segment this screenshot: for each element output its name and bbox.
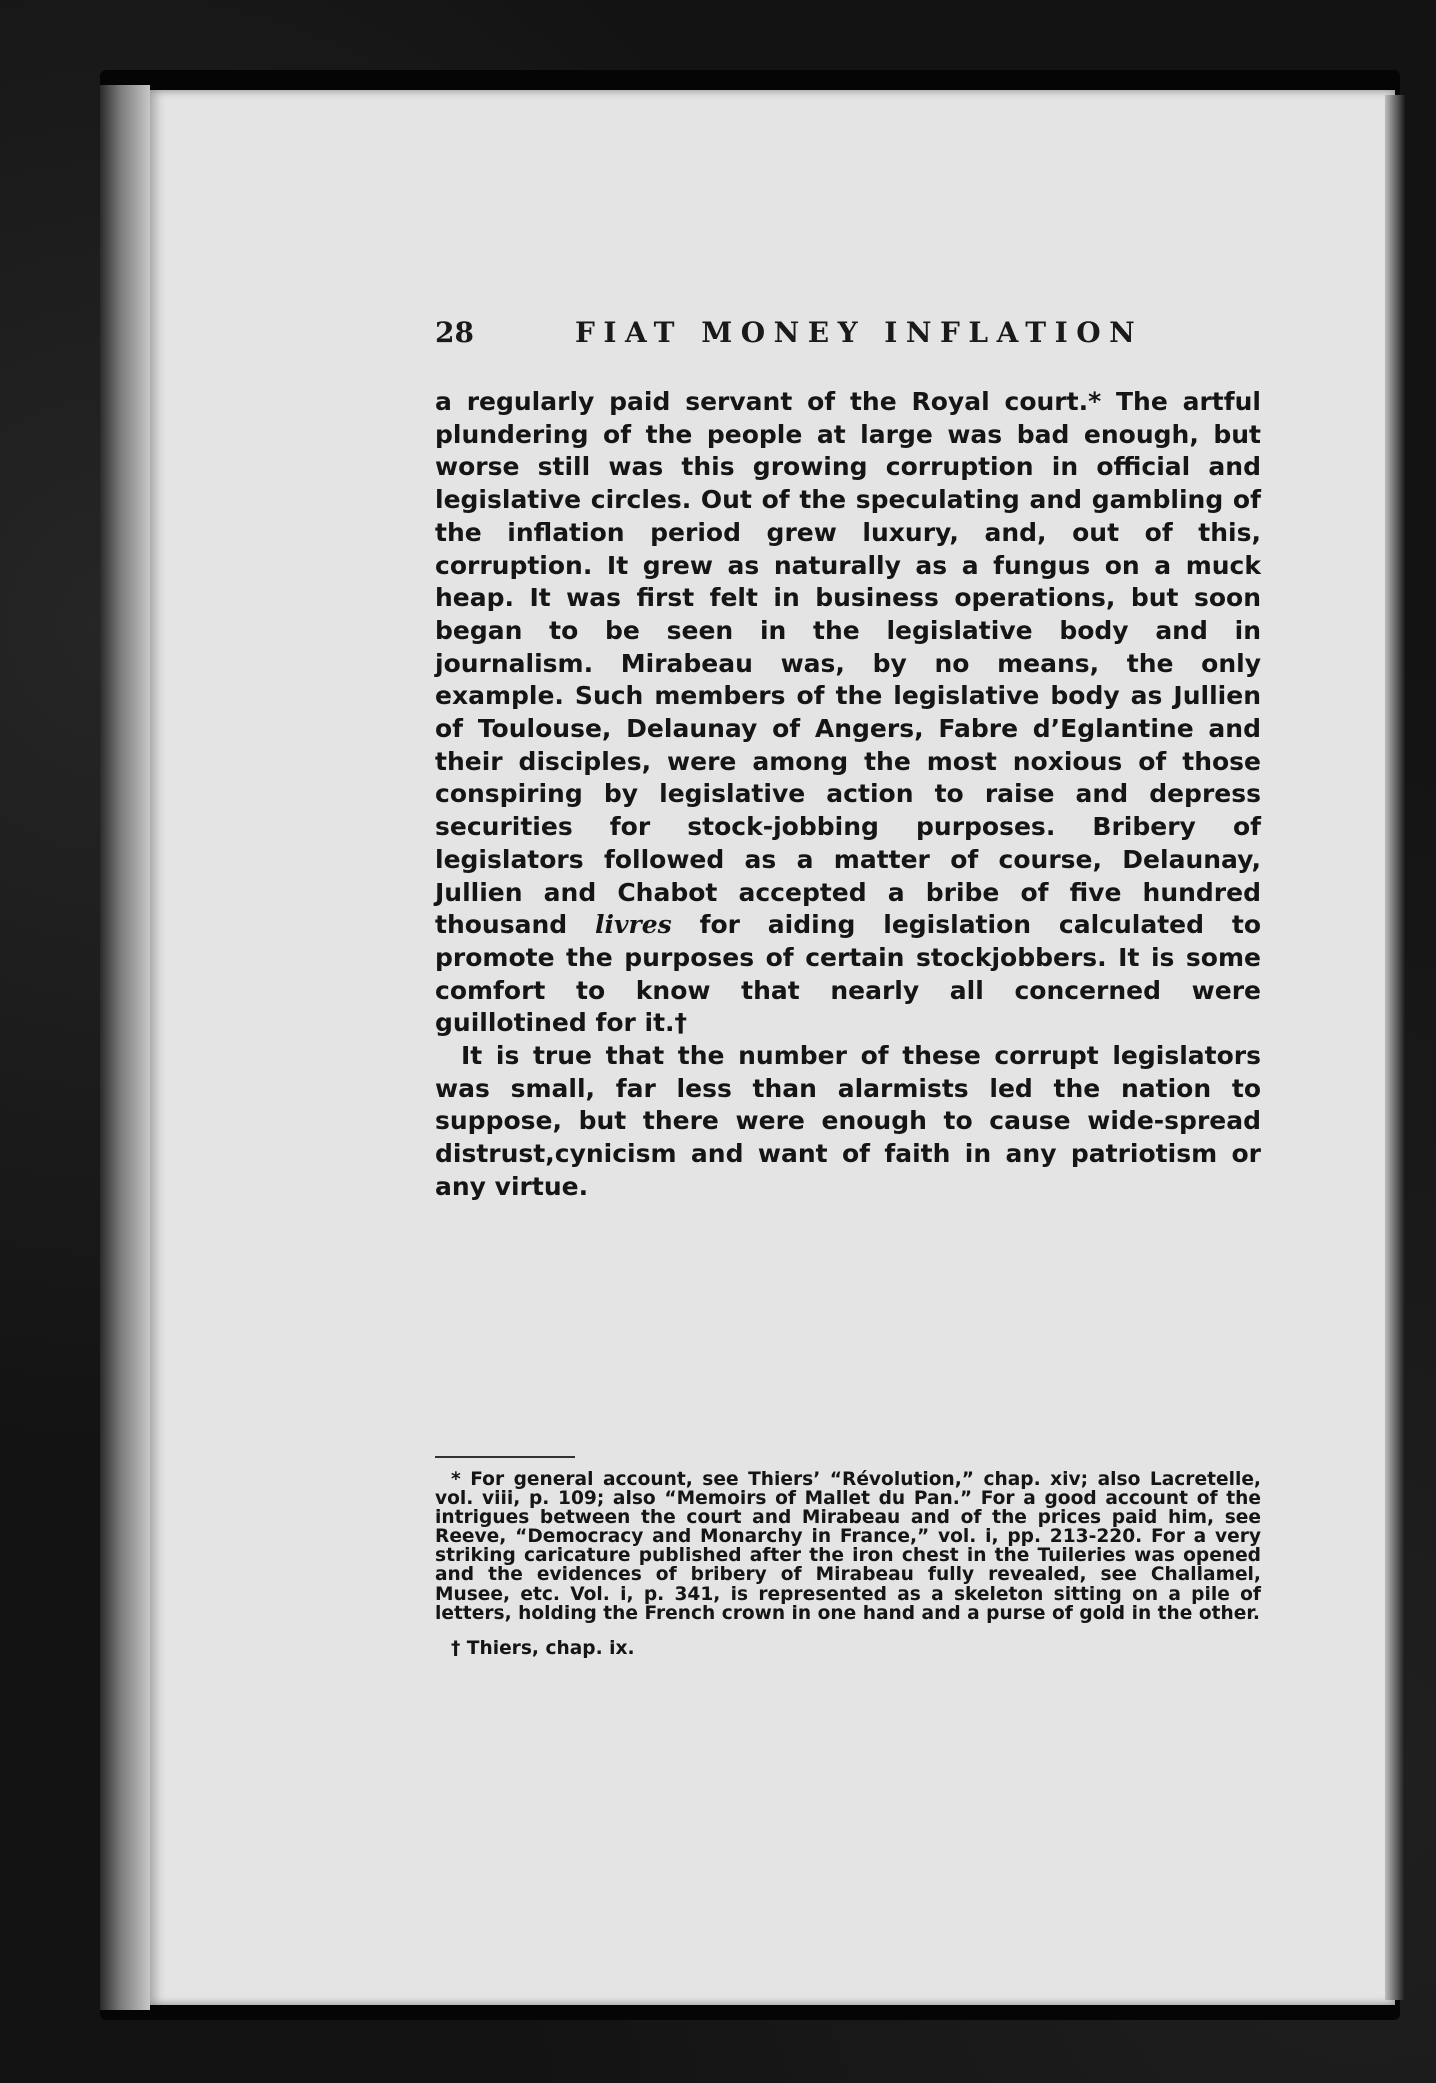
italic-word: livres — [595, 910, 672, 940]
footnote: † Thiers, chap. ix. — [451, 1637, 635, 1659]
paragraph-text: for aiding legislation calculated to promote the purposes of certain stockjobbers. It is some comfort to know that nearly all concerned were guillotined for it.† — [435, 910, 1261, 1038]
paragraph-text: a regularly paid servant of the Royal court.* The artful plundering of the people at large was bad enough, but worse still was this growing corruption in official and legislative circles. Out of the speculating and gambling of the inflation period grew luxury, and, out of this, corruption. It grew as naturally as a fungus on a muck heap. It was first felt in business operations, but soon began to be seen in the legislative body and in journalism. Mirabeau was, by no means, the only example. Such members of the legislative body as Jullien of Toulouse, Delaunay of Angers, Fabre d’Eglantine and their disciples, were among the most noxious of those conspiring by legislative action to raise and depress securities for stock-jobbing purposes. Bribery of legislators followed as a matter of course, Delaunay, Jullien and Chabot accepted a bribe of five hundred thousand — [435, 387, 1261, 940]
running-title: FIAT MONEY INFLATION — [575, 316, 1144, 349]
footnotes — [435, 1470, 1261, 1658]
page-number: 28 — [435, 316, 474, 349]
main-text — [435, 386, 1261, 1204]
page-edge-right — [1385, 95, 1405, 2000]
page-gutter-left — [100, 85, 150, 2010]
paragraph: It is true that the number of these corrupt legislators was small, far less than alarmists led the nation to suppose, but there were enough to cause wide-spread distrust,cynicism and want of faith in any patriotism or any virtue. — [435, 1041, 1261, 1201]
page-header — [435, 316, 1265, 356]
footnote-divider — [435, 1456, 575, 1458]
footnote: * For general account, see Thiers’ “Révolution,” chap. xiv; also Lacretelle, vol. viii, p. 109; also “Memoirs of Mallet du Pan.” For a good account of the intrigues between the court and Mirabeau and of the prices paid him, see Reeve, “Democracy and Monarchy in France,” vol. i, pp. 213-220. For a very striking caricature published after the iron chest in the Tuileries was opened and the evidences of bribery of Mirabeau fully revealed, see Challamel, Musee, etc. Vol. i, p. 341, is represented as a skeleton sitting on a pile of letters, holding the French crown in one hand and a purse of gold in the other. — [435, 1469, 1261, 1624]
paragraph — [435, 386, 1261, 1040]
